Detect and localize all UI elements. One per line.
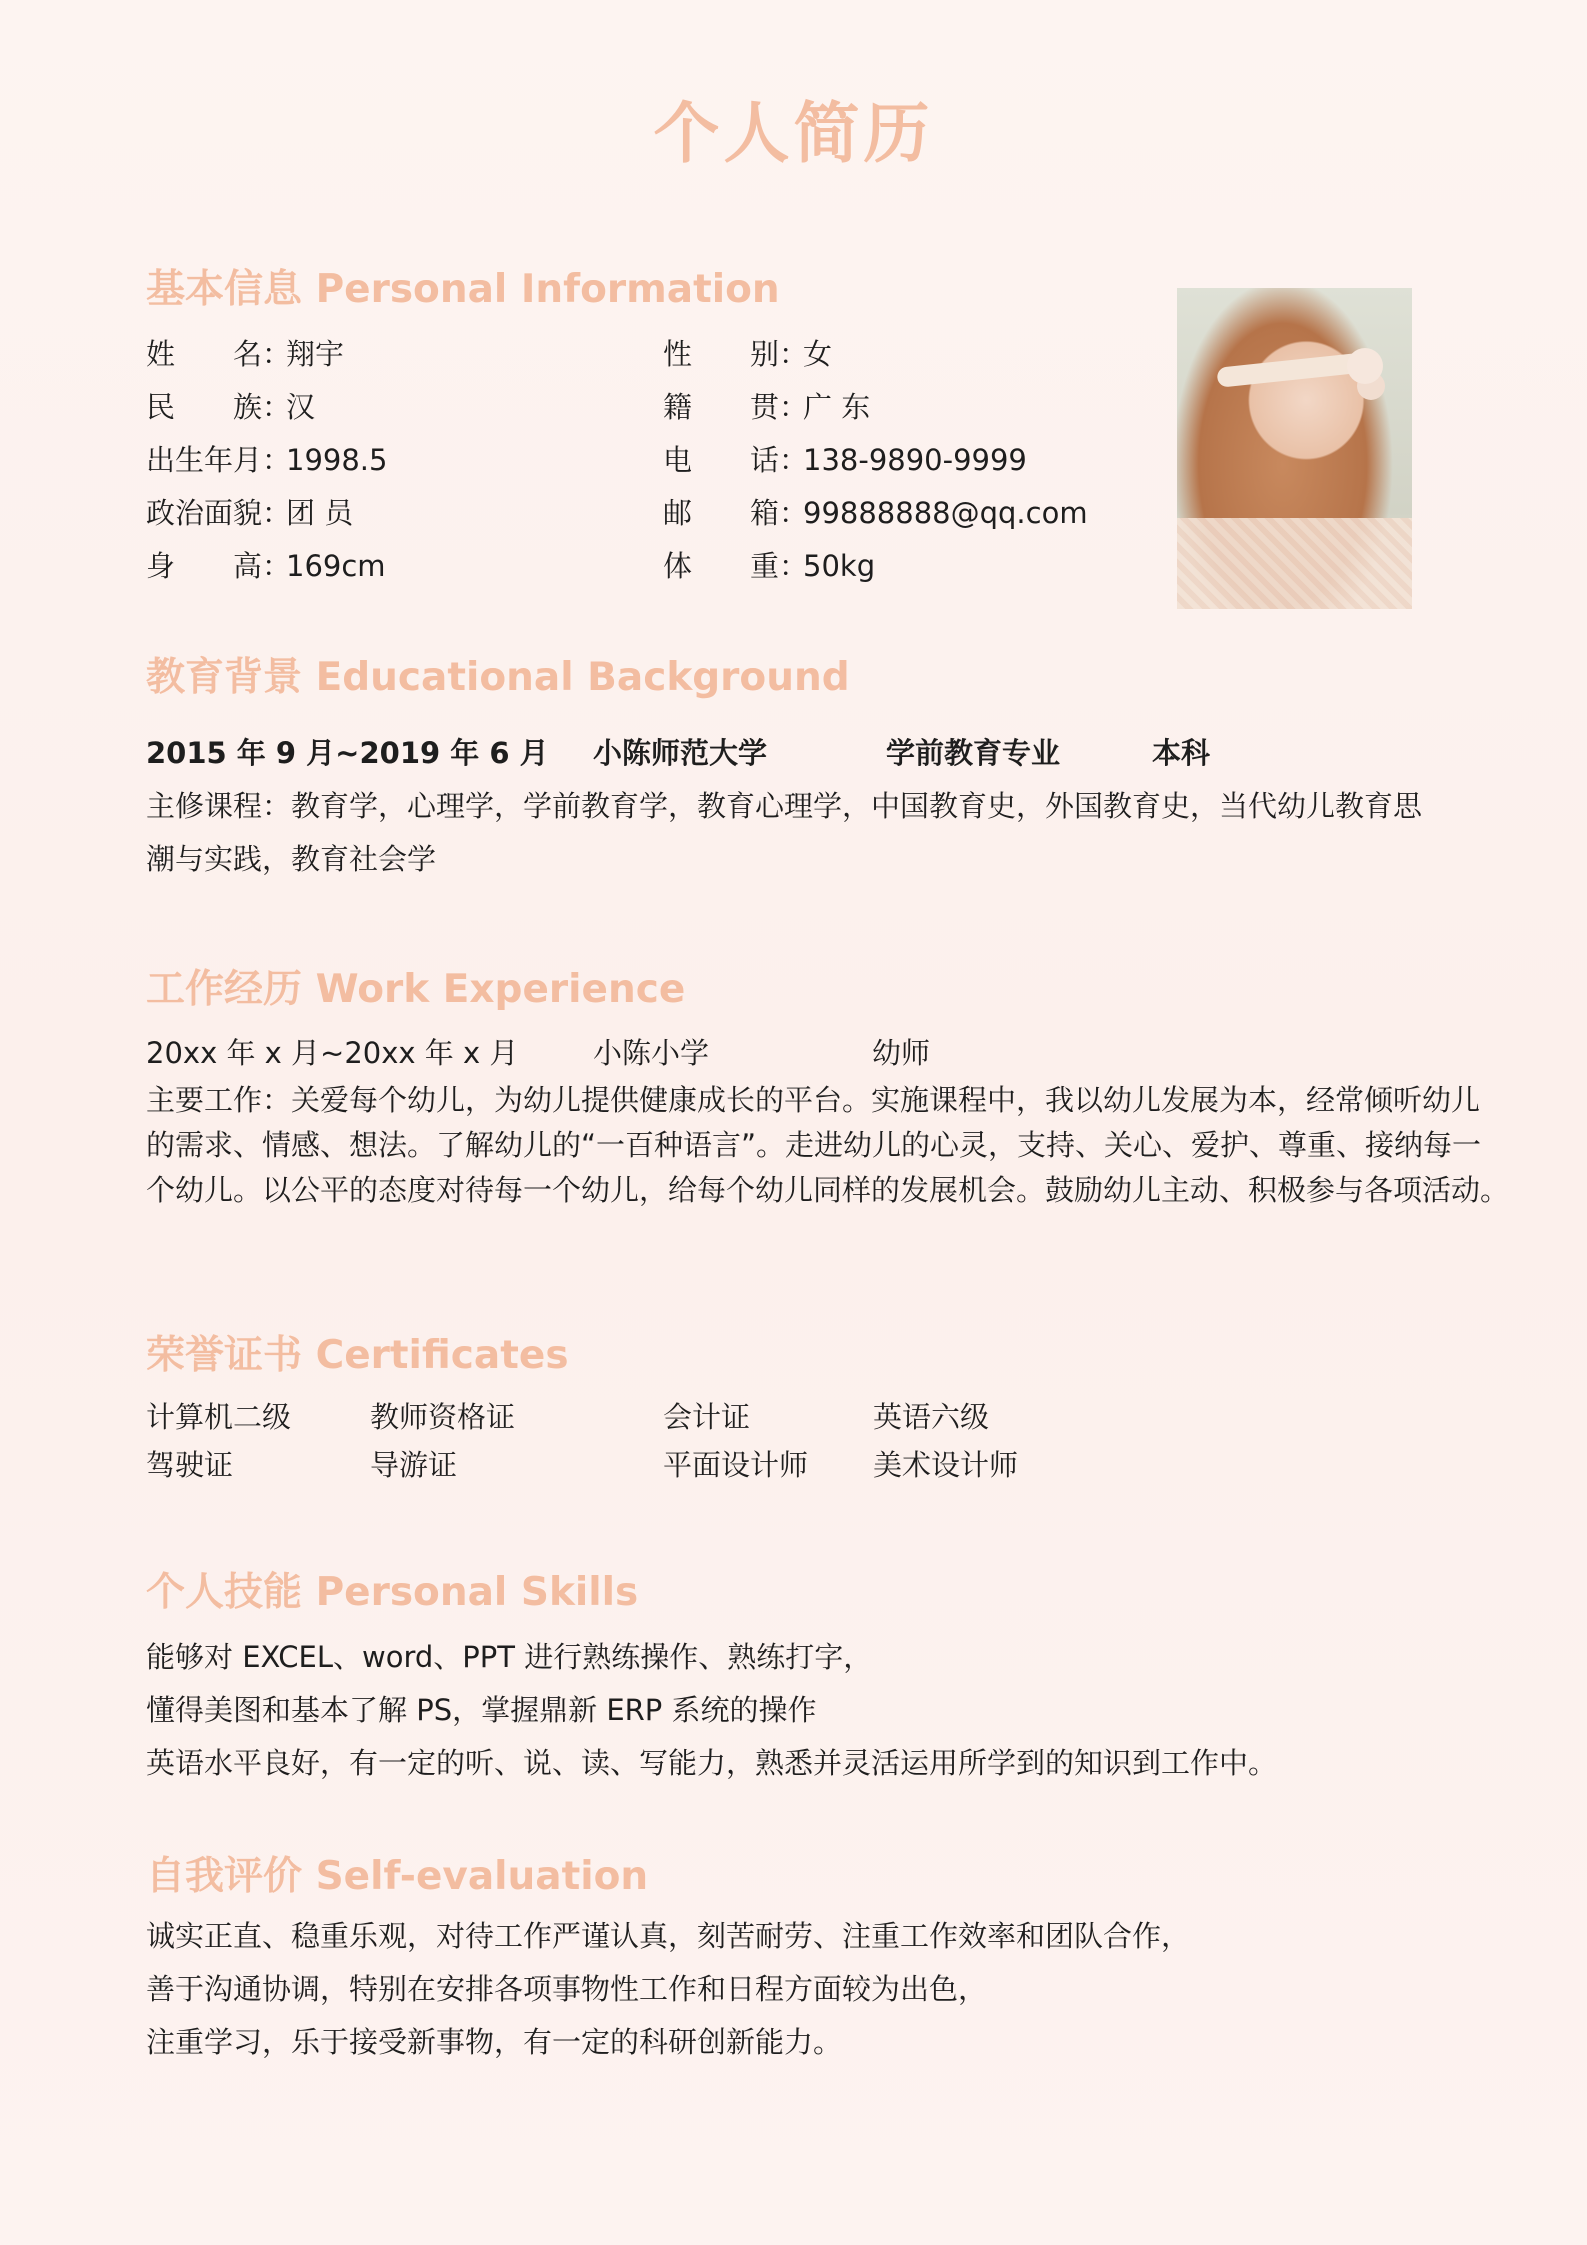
info-value: 99888888@qq.com xyxy=(803,496,1088,530)
profile-photo xyxy=(1177,288,1412,609)
info-label: 出生年月： xyxy=(146,443,292,477)
edu-major: 学前教育专业 xyxy=(886,736,1061,770)
cert-item: 平面设计师 xyxy=(663,1448,809,1482)
info-value: 138-9890-9999 xyxy=(803,443,1027,477)
info-birth xyxy=(146,443,388,477)
work-company: 小陈小学 xyxy=(593,1036,710,1070)
edu-school: 小陈师范大学 xyxy=(593,736,768,770)
skill-line: 英语水平良好，有一定的听、说、读、写能力，熟悉并灵活运用所学到的知识到工作中。 xyxy=(146,1746,1278,1780)
self-eval-line: 诚实正直、稳重乐观，对待工作严谨认真，刻苦耐劳、注重工作效率和团队合作， xyxy=(146,1919,1191,1953)
info-label: 姓 名： xyxy=(146,337,292,371)
section-heading-education: 教育背景 Educational Background xyxy=(146,655,850,700)
info-height xyxy=(146,549,386,583)
info-name xyxy=(146,337,345,371)
info-label: 身 高： xyxy=(146,549,292,583)
flower-shape xyxy=(1347,348,1383,384)
edu-courses-line: 主修课程：教育学，心理学，学前教育学，教育心理学，中国教育史，外国教育史，当代幼儿教育思 xyxy=(146,789,1423,823)
info-value: 169cm xyxy=(286,549,386,583)
info-gender xyxy=(663,337,833,371)
info-value: 汉 xyxy=(286,390,316,424)
resume-title: 个人简历 xyxy=(653,95,934,172)
info-label: 邮 箱： xyxy=(663,496,809,530)
self-eval-line: 注重学习，乐于接受新事物，有一定的科研创新能力。 xyxy=(146,2025,843,2059)
info-label: 性 别： xyxy=(663,337,809,371)
work-role: 幼师 xyxy=(872,1036,931,1070)
skill-line: 能够对 EXCEL、word、PPT 进行熟练操作、熟练打字， xyxy=(146,1640,873,1674)
section-heading-basic-info: 基本信息 Personal Information xyxy=(146,267,780,312)
info-ethnicity xyxy=(146,390,316,424)
section-heading-work: 工作经历 Work Experience xyxy=(146,967,686,1012)
edu-courses-line: 潮与实践，教育社会学 xyxy=(146,842,437,876)
info-value: 1998.5 xyxy=(286,443,388,477)
section-heading-skills: 个人技能 Personal Skills xyxy=(146,1570,639,1615)
section-heading-self-evaluation: 自我评价 Self-evaluation xyxy=(146,1854,649,1899)
info-label: 体 重： xyxy=(663,549,809,583)
work-desc-line: 个幼儿。以公平的态度对待每一个幼儿，给每个幼儿同样的发展机会。鼓励幼儿主动、积极参与各项活动。 xyxy=(146,1173,1510,1207)
cert-item: 美术设计师 xyxy=(873,1448,1019,1482)
work-period: 20xx 年 x 月~20xx 年 x 月 xyxy=(146,1036,519,1070)
info-phone xyxy=(663,443,1027,477)
cert-item: 英语六级 xyxy=(873,1400,990,1434)
headband-shape xyxy=(1216,352,1367,388)
info-label: 民 族： xyxy=(146,390,292,424)
info-hometown xyxy=(663,390,871,424)
info-label: 电 话： xyxy=(663,443,809,477)
info-political xyxy=(146,496,354,530)
cert-item: 教师资格证 xyxy=(370,1400,516,1434)
skill-line: 懂得美图和基本了解 PS，掌握鼎新 ERP 系统的操作 xyxy=(146,1693,817,1727)
cert-item: 会计证 xyxy=(663,1400,751,1434)
info-label: 籍 贯： xyxy=(663,390,809,424)
info-value: 团 员 xyxy=(286,496,354,530)
info-weight xyxy=(663,549,876,583)
work-desc-line: 的需求、情感、想法。了解幼儿的“一百种语言”。走进幼儿的心灵，支持、关心、爱护、尊重、接纳每一 xyxy=(146,1128,1482,1162)
self-eval-line: 善于沟通协调，特别在安排各项事物性工作和日程方面较为出色， xyxy=(146,1972,988,2006)
info-value: 女 xyxy=(803,337,833,371)
edu-period: 2015 年 9 月~2019 年 6 月 xyxy=(146,736,549,770)
edu-degree: 本科 xyxy=(1152,736,1211,770)
cert-item: 驾驶证 xyxy=(146,1448,234,1482)
info-value: 翔宇 xyxy=(286,337,345,371)
lace-shape xyxy=(1177,518,1412,609)
cert-item: 导游证 xyxy=(370,1448,458,1482)
info-email xyxy=(663,496,1088,530)
info-label: 政治面貌： xyxy=(146,496,292,530)
section-heading-certificates: 荣誉证书 Certificates xyxy=(146,1333,569,1378)
info-value: 广 东 xyxy=(803,390,871,424)
work-desc-line: 主要工作：关爱每个幼儿，为幼儿提供健康成长的平台。实施课程中，我以幼儿发展为本，经常倾听幼儿 xyxy=(146,1083,1481,1117)
info-value: 50kg xyxy=(803,549,876,583)
cert-item: 计算机二级 xyxy=(146,1400,292,1434)
